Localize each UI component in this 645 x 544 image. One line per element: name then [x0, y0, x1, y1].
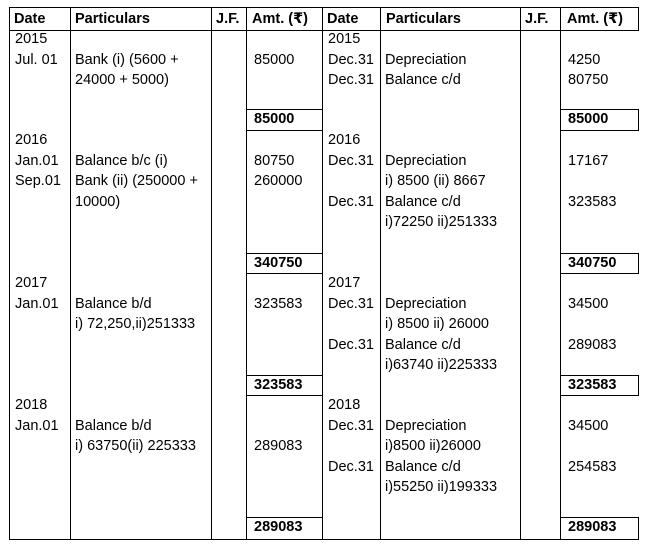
- credit-particulars: Balance c/d: [385, 336, 461, 353]
- credit-total: 340750: [568, 255, 617, 271]
- debit-amount: 260000: [254, 173, 303, 189]
- debit-date: Jan.01: [15, 152, 59, 169]
- credit-amount: 323583: [568, 193, 617, 210]
- credit-date: Dec.31: [328, 193, 374, 210]
- debit-date: Sep.01: [15, 173, 61, 189]
- credit-amount: 34500: [568, 417, 609, 434]
- table-border-right: [638, 7, 639, 31]
- column-divider-6: [520, 7, 521, 540]
- credit-date: 2015: [328, 31, 361, 47]
- credit-date: Dec.31: [328, 458, 374, 475]
- header-amount-credit: Amt. (₹): [567, 11, 623, 27]
- debit-total: 289083: [254, 519, 303, 535]
- credit-date: 2017: [328, 275, 361, 291]
- credit-particulars: Depreciation: [385, 51, 467, 68]
- debit-particulars: Balance b/d: [75, 417, 152, 434]
- credit-particulars: Balance c/d: [385, 458, 461, 475]
- credit-total-edge-0: [638, 109, 639, 131]
- header-rule: [9, 30, 639, 31]
- credit-particulars: Depreciation: [385, 417, 467, 434]
- debit-date: Jul. 01: [15, 51, 58, 68]
- credit-date: Dec.31: [328, 417, 374, 434]
- credit-amount: 80750: [568, 72, 609, 88]
- debit-particulars: Bank (i) (5600 +: [75, 51, 179, 68]
- credit-particulars: i) 8500 (ii) 8667: [385, 173, 486, 189]
- debit-total: 85000: [254, 111, 295, 127]
- credit-date: 2018: [328, 397, 361, 413]
- table-border-bottom: [9, 539, 639, 540]
- debit-particulars: 10000): [75, 193, 121, 210]
- debit-total: 323583: [254, 377, 303, 393]
- header-particulars-credit: Particulars: [386, 11, 461, 27]
- credit-date: Dec.31: [328, 336, 374, 353]
- debit-particulars: Balance b/c (i): [75, 152, 168, 169]
- header-date-credit: Date: [327, 11, 359, 27]
- header-particulars-debit: Particulars: [75, 11, 150, 27]
- credit-amount: 289083: [568, 336, 617, 353]
- credit-particulars: Balance c/d: [385, 193, 461, 210]
- header-jf-debit: J.F.: [216, 11, 240, 27]
- debit-date: 2016: [15, 132, 48, 148]
- debit-particulars: 24000 + 5000): [75, 72, 169, 88]
- debit-date: Jan.01: [15, 295, 59, 312]
- debit-date: 2017: [15, 275, 48, 291]
- credit-amount: 34500: [568, 295, 609, 312]
- debit-amount: 80750: [254, 152, 295, 169]
- debit-amount: 85000: [254, 51, 295, 68]
- debit-amount: 323583: [254, 295, 303, 312]
- credit-particulars: i) 8500 ii) 26000: [385, 316, 489, 332]
- credit-particulars: Balance c/d: [385, 72, 461, 88]
- table-border-top: [9, 7, 639, 8]
- credit-date: Dec.31: [328, 152, 374, 169]
- credit-total-rule-bottom-0: [560, 130, 639, 131]
- credit-total-edge-3: [638, 517, 639, 540]
- column-divider-1: [70, 7, 71, 540]
- credit-particulars: Depreciation: [385, 295, 467, 312]
- credit-particulars: i)8500 ii)26000: [385, 438, 481, 454]
- credit-amount: 17167: [568, 152, 609, 169]
- debit-date: Jan.01: [15, 417, 59, 434]
- header-jf-credit: J.F.: [525, 11, 549, 27]
- column-divider-5: [380, 7, 381, 540]
- credit-total-edge-2: [638, 375, 639, 396]
- debit-particulars: i) 63750(ii) 225333: [75, 438, 196, 454]
- credit-total: 323583: [568, 377, 617, 393]
- credit-total-rule-bottom-3: [560, 539, 639, 540]
- debit-date: 2018: [15, 397, 48, 413]
- header-amount-debit: Amt. (₹): [252, 11, 308, 27]
- debit-date: 2015: [15, 31, 48, 47]
- header-date-debit: Date: [14, 11, 46, 27]
- credit-particulars: i)55250 ii)199333: [385, 479, 498, 495]
- debit-amount: 289083: [254, 438, 303, 454]
- credit-date: Dec.31: [328, 295, 374, 312]
- credit-particulars: i)72250 ii)251333: [385, 214, 498, 230]
- credit-total: 289083: [568, 519, 617, 535]
- debit-total: 340750: [254, 255, 303, 271]
- debit-particulars: i) 72,250,ii)251333: [75, 316, 196, 332]
- credit-total-edge-1: [638, 253, 639, 274]
- credit-particulars: i)63740 ii)225333: [385, 357, 498, 373]
- credit-amount: 254583: [568, 458, 617, 475]
- credit-date: Dec.31: [328, 72, 374, 88]
- credit-particulars: Depreciation: [385, 152, 467, 169]
- debit-particulars: Balance b/d: [75, 295, 152, 312]
- credit-amount: 4250: [568, 51, 601, 68]
- credit-date: 2016: [328, 132, 361, 148]
- credit-date: Dec.31: [328, 51, 374, 68]
- debit-total-rule-bottom-0: [246, 130, 323, 131]
- table-border-left: [9, 7, 10, 540]
- debit-particulars: Bank (ii) (250000 +: [75, 173, 198, 189]
- credit-total: 85000: [568, 111, 609, 127]
- column-divider-2: [211, 7, 212, 540]
- debit-total-rule-bottom-3: [246, 539, 323, 540]
